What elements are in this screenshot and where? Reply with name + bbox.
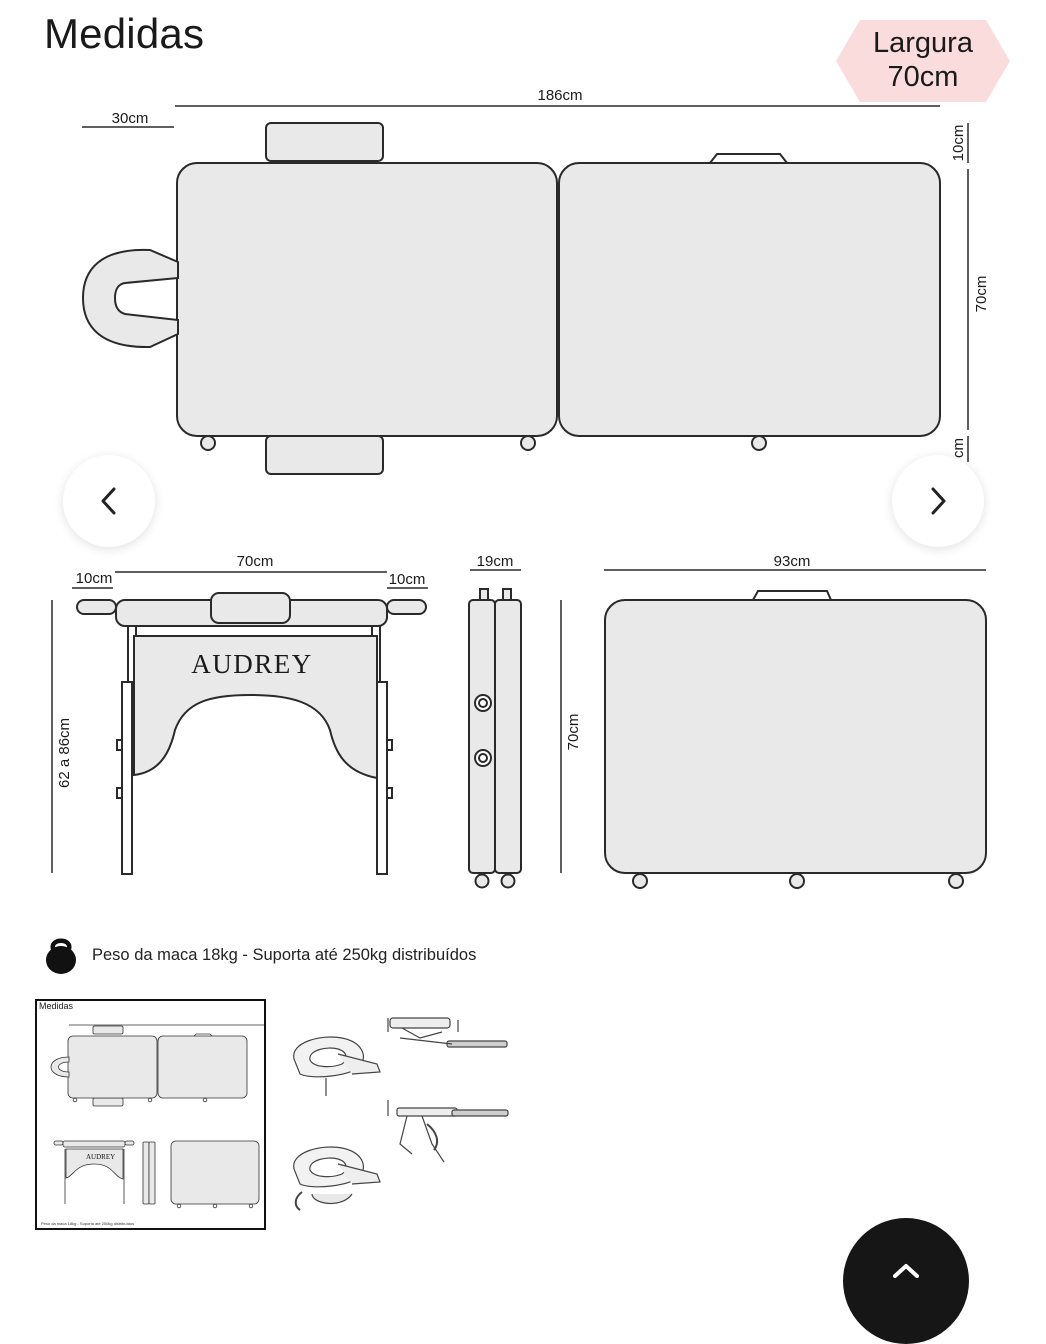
next-image-button[interactable] [892, 455, 984, 547]
thumbnail-title: Medidas [39, 1001, 74, 1011]
dim-label-armrest: 10cm [950, 124, 967, 162]
gallery-thumbnail-measurements[interactable] [35, 999, 266, 1230]
dim-label-front-height: 62 a 86cm [56, 717, 73, 789]
scroll-top-button[interactable] [843, 1218, 969, 1344]
handle-top [710, 154, 787, 163]
folded-handle-top [753, 591, 831, 600]
dim-label-folded-length: 93cm [773, 553, 811, 570]
folded-hinge [479, 699, 487, 707]
folded-panel-right [495, 600, 521, 873]
folded-panel-left [469, 600, 495, 873]
dim-label-headrest: 30cm [111, 110, 149, 127]
wheel [790, 874, 804, 888]
chevron-right-icon [926, 486, 950, 516]
dim-label-front-width: 70cm [236, 553, 274, 570]
chevron-up-icon [843, 1218, 969, 1278]
prev-image-button[interactable] [63, 455, 155, 547]
dim-label-folded-height: 70cm [565, 713, 582, 751]
wheel [476, 875, 489, 888]
leg-knob [117, 740, 122, 750]
leg-knob [387, 788, 392, 798]
kettlebell-icon [44, 935, 78, 975]
dim-label-armrest-bottom: cm [950, 438, 967, 458]
wheel [752, 436, 766, 450]
weight-info [44, 934, 476, 976]
dim-label-front-arm-left: 10cm [75, 570, 113, 587]
wheel [502, 875, 515, 888]
thumbnail-diagram [37, 1001, 264, 1228]
front-arm-right [387, 600, 426, 614]
wheel [949, 874, 963, 888]
table-section-right [559, 163, 940, 436]
chevron-left-icon [97, 486, 121, 516]
page-title: Medidas [44, 10, 205, 57]
front-leg-right [377, 682, 387, 874]
wheel [521, 436, 535, 450]
wheel [201, 436, 215, 450]
brand-label: AUDREY [191, 649, 313, 679]
dim-label-folded-thickness: 19cm [476, 553, 514, 570]
arm-rest-bottom [266, 436, 383, 474]
face-rest-top [83, 250, 178, 347]
gallery-thumbnail-headrest[interactable] [282, 1004, 514, 1224]
arm-rest-top [266, 123, 383, 161]
dim-label-front-arm-right: 10cm [388, 571, 426, 588]
table-section-left [177, 163, 557, 436]
thumbnail-caption: Peso da maca 18kg - Suporta até 250kg distribuídos [41, 1221, 135, 1226]
dim-label-width: 70cm [973, 275, 990, 313]
folded-hinge [479, 754, 487, 762]
folded-case [605, 600, 986, 873]
dim-label-length: 186cm [537, 87, 583, 104]
leg-knob [387, 740, 392, 750]
front-leg-left [122, 682, 132, 874]
leg-knob [117, 788, 122, 798]
front-arm-left [77, 600, 116, 614]
wheel [633, 874, 647, 888]
width-badge-value: 70cm [887, 61, 959, 93]
thumbnail-brand: AUDREY [86, 1153, 116, 1161]
front-headrest [211, 593, 290, 623]
width-badge-label: Largura [873, 27, 973, 59]
weight-text: Peso da maca 18kg - Suporta até 250kg distribuídos [92, 945, 477, 964]
